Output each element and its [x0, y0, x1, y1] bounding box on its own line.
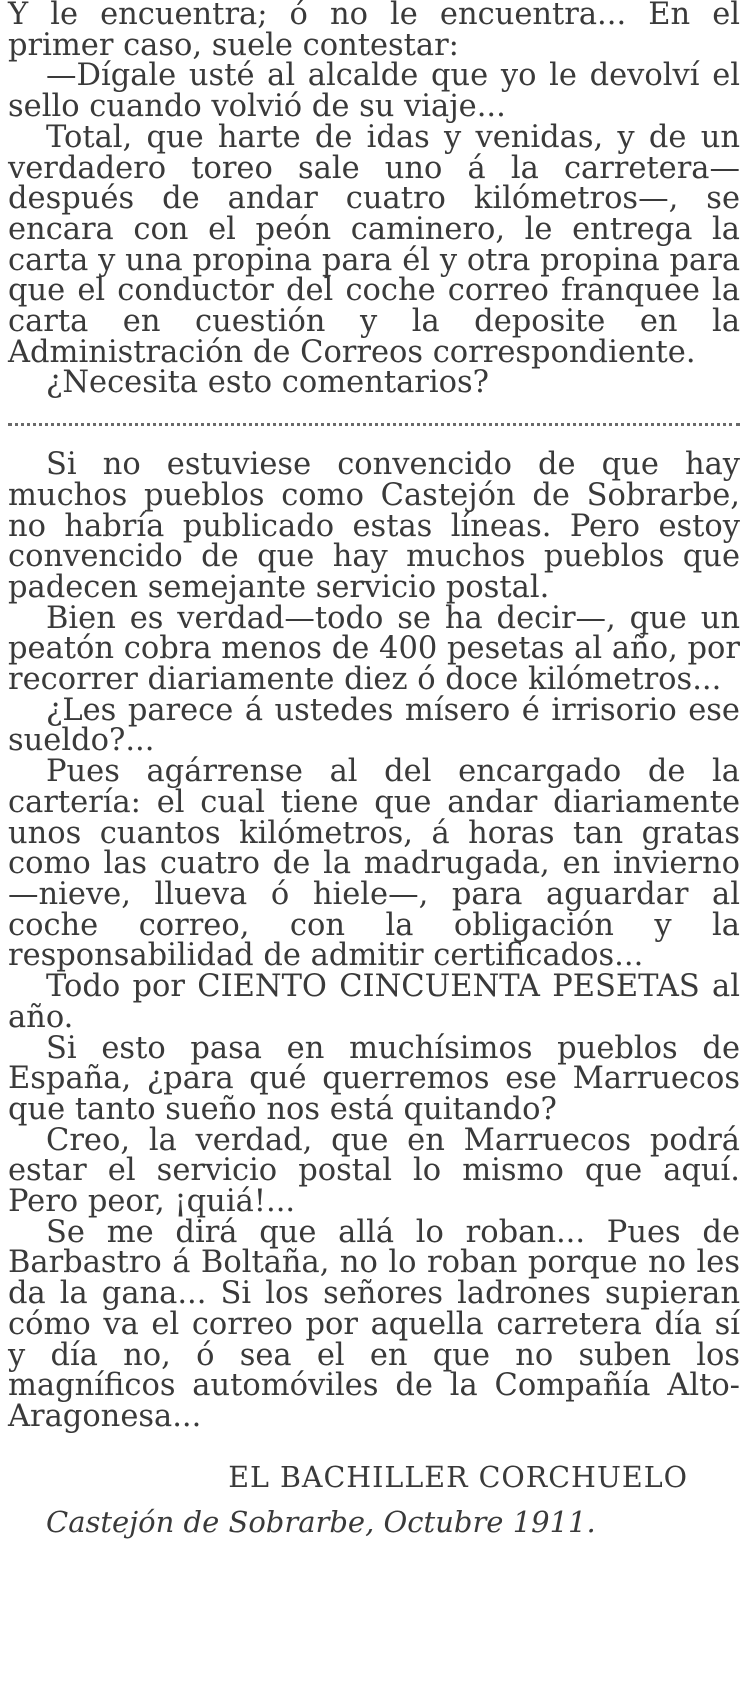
newspaper-page: [8, 0, 740, 1538]
dateline: Castejón de Sobrarbe, Octubre 1911.: [46, 1505, 596, 1540]
paragraph-3: Total, que harte de idas y venidas, y de un verdadero toreo sale uno á la carretera—después de andar cuatro kilómetros—, se encara con el peón caminero, le entrega la carta y una propina para él y otra propina para que el conductor del coche correo franquee la carta en cuestión y la deposite en la Administración de Correos correspondiente.: [8, 119, 740, 370]
paragraph-10: Si esto pasa en muchísimos pueblos de España, ¿para qué querremos ese Marruecos que tanto sueño nos está quitando?: [8, 1030, 740, 1127]
paragraph-9: Todo por CIENTO CINCUENTA PESETAS al año.: [8, 969, 740, 1035]
paragraph-11: Creo, la verdad, que en Marruecos podrá estar el servicio postal lo mismo que aquí. Pero peor, ¡quiá!...: [8, 1122, 740, 1220]
paragraph-12: Se me dirá que allá lo roban... Pues de Barbastro á Boltaña, no lo roban porque no les da la gana... Si los señores ladrones supieran cómo va el correo por aquella carretera día sí y día no, ó sea el en que no suben los magníficos automóviles de la Compañía Alto-Aragonesa...: [8, 1214, 740, 1434]
paragraph-8: Pues agárrense al del encargado de la cartería: el cual tiene que andar diariamente unos cuantos kilómetros, á horas tan gratas como las cuatro de la madrugada, en invierno—nieve, llueva ó hiele—, para aguardar al coche correo, con la obligación y la responsabilidad de admitir certificados...: [8, 754, 740, 974]
paragraph-4: ¿Necesita esto comentarios?: [46, 365, 489, 401]
paragraph-2: —Dígale usté al alcalde que yo le devolví el sello cuando volvió de su viaje...: [8, 58, 740, 125]
dotted-separator: [8, 423, 740, 428]
paragraph-7: ¿Les parece á ustedes mísero é irrisorio ese sueldo?...: [8, 692, 740, 759]
article-column: [8, 0, 740, 1538]
paragraph-5: Si no estuviese convencido de que hay muchos pueblos como Castejón de Sobrarbe, no habría publicado estas líneas. Pero estoy convencido de que hay muchos pueblos que padecen semejante servicio postal.: [8, 447, 740, 605]
paragraph-6: Bien es verdad—todo se ha decir—, que un peatón cobra menos de 400 pesetas al año, por recorrer diariamente diez ó doce kilómetros...: [8, 600, 740, 698]
author-signature: EL BACHILLER CORCHUELO: [228, 1460, 688, 1494]
paragraph-1: Y le encuentra; ó no le encuentra... En el primer caso, suele contestar:: [8, 0, 740, 63]
